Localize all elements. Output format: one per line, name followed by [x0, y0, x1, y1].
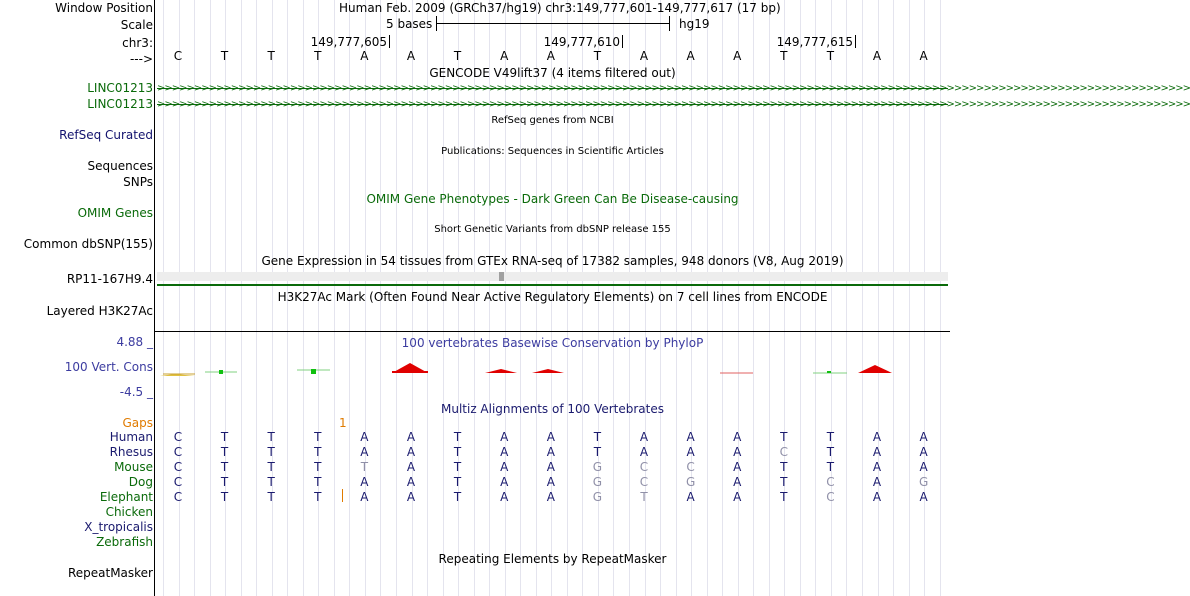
reference-base: T: [314, 49, 322, 63]
aligned-base: A: [872, 445, 882, 459]
aligned-base: A: [406, 445, 416, 459]
aligned-base: C: [173, 445, 183, 459]
aligned-base: C: [173, 430, 183, 444]
position-tick: [622, 35, 623, 48]
phylop-conservation-plot: [155, 352, 950, 392]
gtex-track-label[interactable]: RP11-167H9.4: [66, 272, 153, 286]
aligned-base: C: [779, 445, 788, 459]
multiz-track-title: Multiz Alignments of 100 Vertebrates: [440, 402, 665, 416]
aligned-base: T: [220, 460, 229, 474]
refseq-track-label[interactable]: RefSeq Curated: [59, 128, 153, 142]
reference-base: A: [872, 49, 882, 63]
gtex-track-title: Gene Expression in 54 tissues from GTEx RNA-seq of 17382 samples, 948 donors (V8, Aug 2019): [261, 254, 844, 268]
aligned-base: G: [592, 475, 603, 489]
aligned-base: A: [500, 460, 509, 474]
omim-track-label[interactable]: OMIM Genes: [77, 206, 153, 220]
aligned-base: C: [686, 460, 695, 474]
species-label-chicken[interactable]: Chicken: [105, 505, 153, 519]
aligned-base: A: [546, 445, 555, 459]
phylop-peak: [827, 371, 831, 373]
aligned-base: G: [685, 475, 696, 489]
species-label-elephant[interactable]: Elephant: [99, 490, 153, 504]
phylop-max-label: 4.88 _: [116, 335, 153, 349]
gtex-baseline: [157, 284, 948, 286]
aligned-base: A: [686, 445, 695, 459]
aligned-base: A: [919, 430, 928, 444]
aligned-base: A: [733, 445, 742, 459]
phylop-peak: [858, 365, 892, 373]
position-label: 149,777,605: [310, 35, 387, 49]
aligned-base: A: [733, 430, 742, 444]
gtex-feature-marker: [499, 272, 504, 281]
aligned-base: A: [872, 430, 882, 444]
scale-assembly: hg19: [679, 17, 710, 31]
aligned-base: A: [500, 475, 509, 489]
aligned-base: T: [593, 430, 602, 444]
aligned-base: T: [220, 475, 229, 489]
aligned-base: A: [406, 460, 416, 474]
aligned-base: A: [733, 490, 742, 504]
aligned-base: T: [314, 460, 322, 474]
phylop-min-label: -4.5 _: [119, 385, 153, 399]
aligned-base: T: [453, 430, 462, 444]
aligned-base: T: [220, 430, 229, 444]
aligned-base: T: [314, 475, 322, 489]
aligned-base: T: [453, 490, 462, 504]
aligned-base: A: [733, 475, 742, 489]
position-tick: [855, 35, 856, 48]
species-label-mouse[interactable]: Mouse: [114, 460, 153, 474]
h3k27ac-baseline: [155, 331, 950, 332]
strand-label: --->: [129, 52, 153, 66]
aligned-base: T: [826, 430, 835, 444]
aligned-base: A: [406, 490, 416, 504]
aligned-base: A: [686, 430, 695, 444]
aligned-base: A: [406, 430, 416, 444]
aligned-base: T: [640, 490, 648, 504]
reference-base: A: [733, 49, 742, 63]
aligned-base: A: [919, 490, 928, 504]
aligned-base: T: [267, 430, 275, 444]
aligned-base: A: [872, 475, 882, 489]
phylop-peak: [219, 370, 223, 374]
aligned-base: A: [872, 490, 882, 504]
reference-base: T: [267, 49, 275, 63]
aligned-base: A: [546, 475, 555, 489]
aligned-base: T: [453, 445, 462, 459]
aligned-base: T: [780, 430, 788, 444]
species-label-dog[interactable]: Dog: [128, 475, 153, 489]
aligned-base: A: [360, 490, 369, 504]
aligned-base: T: [314, 490, 322, 504]
gene-label-linc01213[interactable]: LINC01213: [87, 97, 153, 111]
repeatmasker-track-label[interactable]: RepeatMasker: [67, 566, 153, 580]
phylop-track-label[interactable]: 100 Vert. Cons: [64, 360, 153, 374]
scale-text: 5 bases: [386, 17, 433, 31]
scale-bar-right-tick: [669, 16, 670, 31]
phylop-peak: [485, 369, 517, 373]
omim-track-title: OMIM Gene Phenotypes - Dark Green Can Be Disease-causing: [366, 192, 739, 206]
aligned-base: A: [360, 475, 369, 489]
aligned-base: A: [546, 490, 555, 504]
aligned-base: A: [919, 460, 928, 474]
scale-label: Scale: [120, 18, 153, 32]
snps-track-label[interactable]: SNPs: [123, 175, 153, 189]
aligned-base: C: [639, 460, 649, 474]
gene-strand-arrows: >>>>>>>>>>>>>>>>>>>>>>>>>>>>>>>>>>>>>>>>>>>>>>>>>>>>>>>>>>>>>>>>>>>>>>>>>>>>>>>>>>>>>>>>>>>>>>>>>>>>>>>>>>>>>>>>>>>>>>>>>>>>>>>>>>>>>>>>>>>>: [157, 99, 1190, 110]
aligned-base: G: [918, 475, 929, 489]
species-label-zebrafish[interactable]: Zebrafish: [96, 535, 153, 549]
gene-label-linc01213[interactable]: LINC01213: [87, 81, 153, 95]
aligned-base: T: [267, 475, 275, 489]
aligned-base: A: [360, 430, 369, 444]
aligned-base: T: [593, 445, 602, 459]
aligned-base: T: [780, 475, 788, 489]
scale-bar-left-tick: [436, 16, 437, 31]
h3k27ac-track-title: H3K27Ac Mark (Often Found Near Active Regulatory Elements) on 7 cell lines from ENCODE: [277, 290, 828, 304]
refseq-track-title: RefSeq genes from NCBI: [491, 115, 614, 126]
aligned-base: T: [826, 445, 835, 459]
h3k27ac-track-label[interactable]: Layered H3K27Ac: [46, 304, 153, 318]
aligned-base: C: [173, 460, 183, 474]
window-position-text: Human Feb. 2009 (GRCh37/hg19) chr3:149,777,601-149,777,617 (17 bp): [339, 1, 781, 15]
reference-base: T: [826, 49, 835, 63]
aligned-base: A: [546, 460, 555, 474]
aligned-base: A: [639, 445, 649, 459]
aligned-base: A: [500, 490, 509, 504]
dbsnp-track-title: Short Genetic Variants from dbSNP release 155: [434, 224, 671, 235]
gencode-track-title: GENCODE V49lift37 (4 items filtered out): [429, 66, 676, 80]
reference-base: T: [593, 49, 602, 63]
aligned-base: T: [780, 490, 788, 504]
reference-base: A: [686, 49, 695, 63]
aligned-base: A: [639, 430, 649, 444]
aligned-base: T: [220, 445, 229, 459]
sequences-track-label[interactable]: Sequences: [87, 159, 153, 173]
gtex-feature-bar[interactable]: [157, 272, 948, 281]
aligned-base: A: [546, 430, 555, 444]
gap-count-marker: 1: [339, 416, 347, 430]
reference-base: A: [360, 49, 369, 63]
aligned-base: C: [826, 490, 835, 504]
reference-base: A: [919, 49, 928, 63]
species-label-human[interactable]: Human: [109, 430, 153, 444]
aligned-base: A: [360, 445, 369, 459]
aligned-base: T: [267, 490, 275, 504]
phylop-peak: [392, 371, 428, 373]
species-label-x_tropicalis[interactable]: X_tropicalis: [84, 520, 153, 534]
aligned-base: C: [826, 475, 835, 489]
phylop-peak: [311, 369, 316, 374]
aligned-base: T: [826, 460, 835, 474]
aligned-base: T: [267, 445, 275, 459]
aligned-base: T: [267, 460, 275, 474]
dbsnp-track-label[interactable]: Common dbSNP(155): [23, 237, 153, 251]
gaps-track-label[interactable]: Gaps: [122, 416, 153, 430]
reference-base: T: [220, 49, 229, 63]
aligned-base: T: [314, 445, 322, 459]
gene-strand-arrows: >>>>>>>>>>>>>>>>>>>>>>>>>>>>>>>>>>>>>>>>>>>>>>>>>>>>>>>>>>>>>>>>>>>>>>>>>>>>>>>>>>>>>>>>>>>>>>>>>>>>>>>>>>>>>>>>>>>>>>>>>>>>>>>>>>>>>>>>>>>>: [157, 83, 1190, 94]
aligned-base: T: [780, 460, 788, 474]
aligned-base: C: [639, 475, 649, 489]
aligned-base: T: [360, 460, 369, 474]
aligned-base: A: [500, 430, 509, 444]
reference-base: A: [406, 49, 416, 63]
aligned-base: T: [453, 475, 462, 489]
aligned-base: A: [686, 490, 695, 504]
reference-base: C: [173, 49, 183, 63]
aligned-base: A: [733, 460, 742, 474]
reference-base: A: [500, 49, 509, 63]
aligned-base: C: [173, 475, 183, 489]
publications-track-title: Publications: Sequences in Scientific Articles: [441, 146, 664, 157]
reference-base: T: [453, 49, 462, 63]
window-position-label: Window Position: [55, 1, 153, 15]
aligned-base: T: [220, 490, 229, 504]
reference-base: A: [546, 49, 555, 63]
scale-bar: [436, 23, 669, 24]
reference-base: T: [780, 49, 788, 63]
aligned-base: C: [173, 490, 183, 504]
repeatmasker-track-title: Repeating Elements by RepeatMasker: [438, 552, 667, 566]
aligned-base: A: [406, 475, 416, 489]
position-tick: [389, 35, 390, 48]
aligned-base: A: [872, 460, 882, 474]
phylop-peak: [532, 369, 564, 373]
aligned-base: T: [314, 430, 322, 444]
aligned-base: A: [500, 445, 509, 459]
reference-base: A: [639, 49, 649, 63]
aligned-base: A: [919, 445, 928, 459]
phylop-track-title: 100 vertebrates Basewise Conservation by PhyloP: [401, 336, 704, 350]
aligned-base: G: [592, 490, 603, 504]
aligned-base: T: [453, 460, 462, 474]
aligned-base: G: [592, 460, 603, 474]
chrom-label: chr3:: [122, 36, 153, 50]
species-label-rhesus[interactable]: Rhesus: [109, 445, 153, 459]
position-label: 149,777,610: [543, 35, 620, 49]
elephant-gap-mark: [342, 489, 343, 502]
position-label: 149,777,615: [776, 35, 853, 49]
